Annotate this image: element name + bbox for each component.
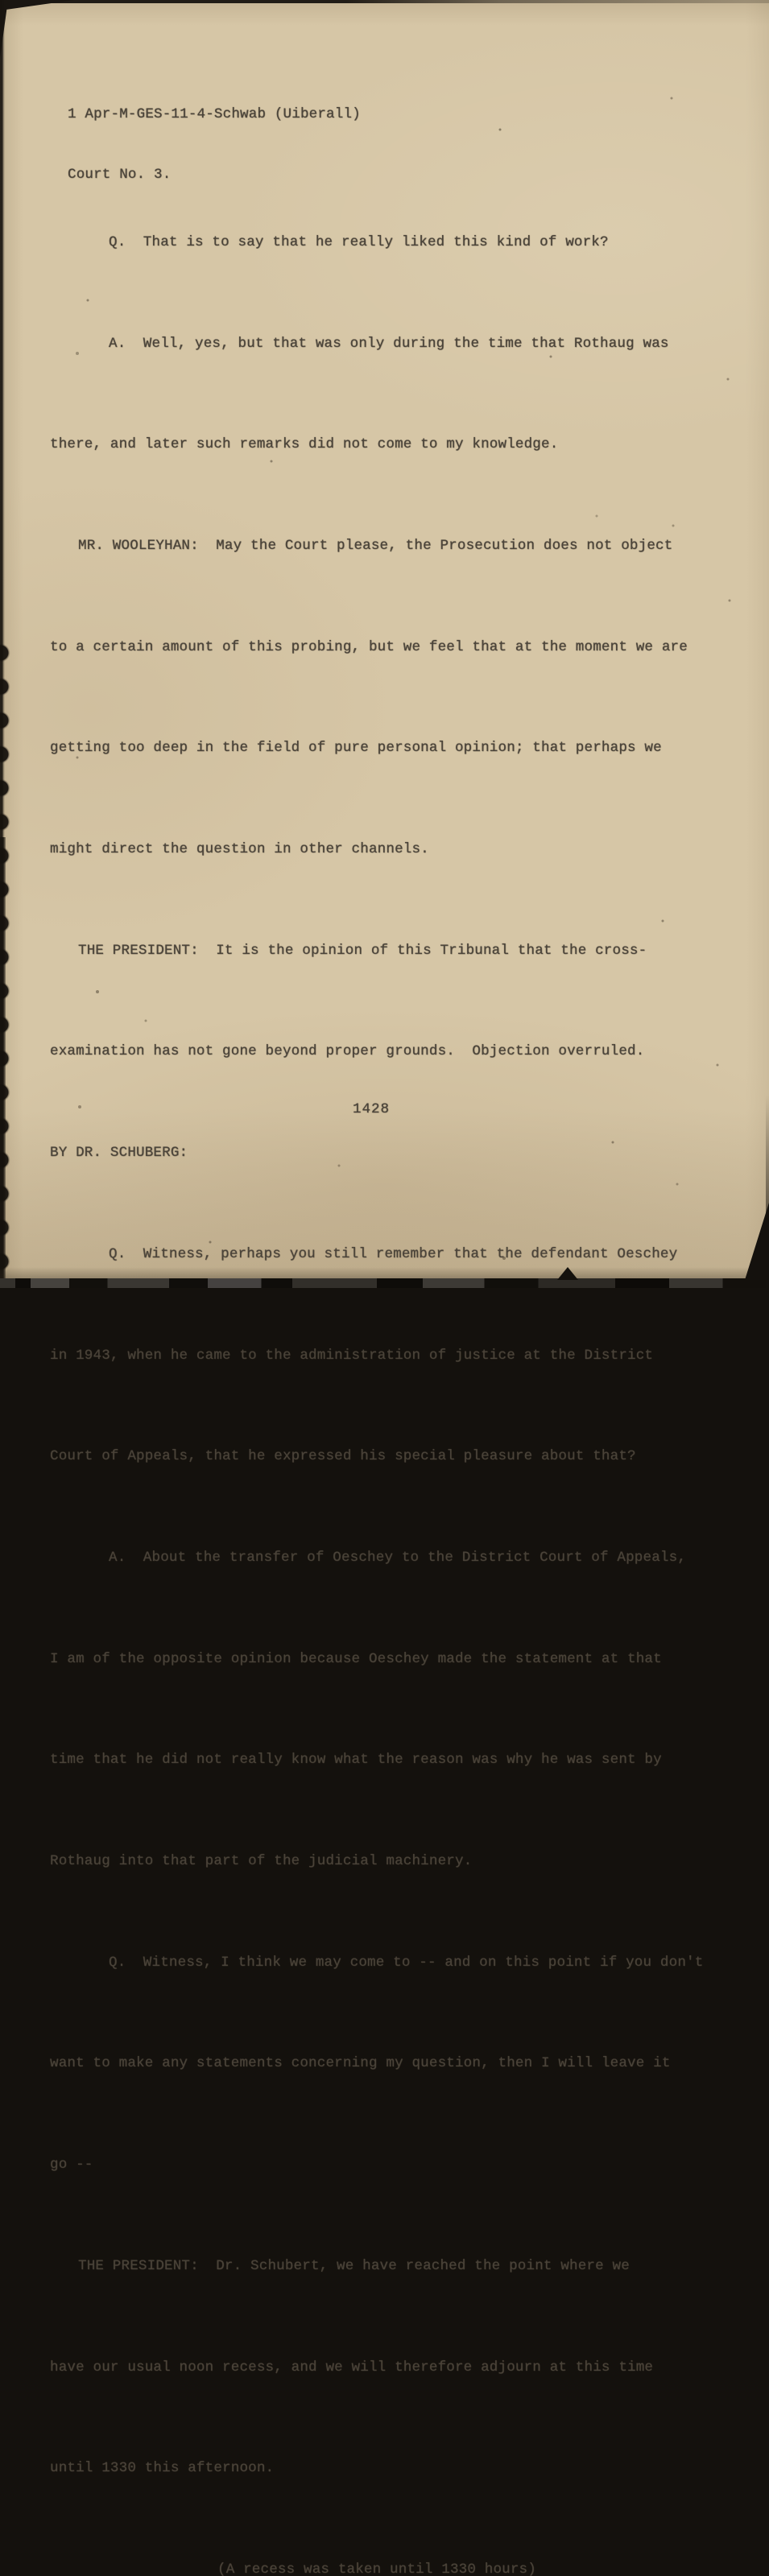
transcript-line: in 1943, when he came to the administration of justice at the District xyxy=(50,1347,654,1364)
transcript-line: want to make any statements concerning my question, then I will leave it xyxy=(50,2055,671,2072)
transcript-line: MR. WOOLEYHAN: May the Court please, the Prosecution does not object xyxy=(78,537,673,554)
paper-speckles xyxy=(0,0,2,2)
transcript-line: THE PRESIDENT: It is the opinion of this Tribunal that the cross- xyxy=(78,942,647,959)
court-number-line: Court No. 3. xyxy=(68,167,172,183)
scan-edge-bottom xyxy=(0,1278,769,1288)
binding-holes-shadow xyxy=(0,636,13,1288)
transcript-line: time that he did not really know what the reason was why he was sent by xyxy=(50,1752,662,1769)
scan-edge-right xyxy=(766,1095,769,1288)
transcript-line: I am of the opposite opinion because Oeschey made the statement at that xyxy=(50,1650,662,1667)
transcript-line: examination has not gone beyond proper grounds. Objection overruled. xyxy=(50,1043,645,1060)
transcript-line: there, and later such remarks did not come to my knowledge. xyxy=(50,436,559,453)
transcript-line: Q. Witness, perhaps you still remember that the defendant Oeschey xyxy=(109,1245,678,1262)
transcript-line: THE PRESIDENT: Dr. Schubert, we have reached the point where we xyxy=(78,2257,630,2274)
page-number: 1428 xyxy=(353,1101,391,1117)
transcript-line: Rothaug into that part of the judicial machinery. xyxy=(50,1853,473,1870)
transcript-line: A. About the transfer of Oeschey to the District Court of Appeals, xyxy=(109,1549,687,1566)
transcript-line: Q. Witness, I think we may come to -- and on this point if you don't xyxy=(109,1954,704,1971)
transcript-line: to a certain amount of this probing, but we feel that at the moment we are xyxy=(50,638,688,655)
scan-edge-top xyxy=(0,0,769,3)
transcript-body xyxy=(50,159,742,2576)
transcript-line: Court of Appeals, that he expressed his special pleasure about that? xyxy=(50,1448,636,1465)
transcript-line: Q. That is to say that he really liked this kind of work? xyxy=(109,233,609,250)
transcript-line: getting too deep in the field of pure personal opinion; that perhaps we xyxy=(50,740,662,757)
document-id-line: 1 Apr-M-GES-11-4-Schwab (Uiberall) xyxy=(68,106,361,122)
transcript-line: until 1330 this afternoon. xyxy=(50,2460,275,2477)
transcript-line: A. Well, yes, but that was only during the time that Rothaug was xyxy=(109,335,669,352)
transcript-line: have our usual noon recess, and we will therefore adjourn at this time xyxy=(50,2359,654,2376)
transcript-line: go -- xyxy=(50,2157,93,2174)
transcript-line: might direct the question in other channels. xyxy=(50,841,429,858)
transcript-line: BY DR. SCHUBERG: xyxy=(50,1145,188,1162)
transcript-line: (A recess was taken until 1330 hours) xyxy=(217,2561,536,2576)
